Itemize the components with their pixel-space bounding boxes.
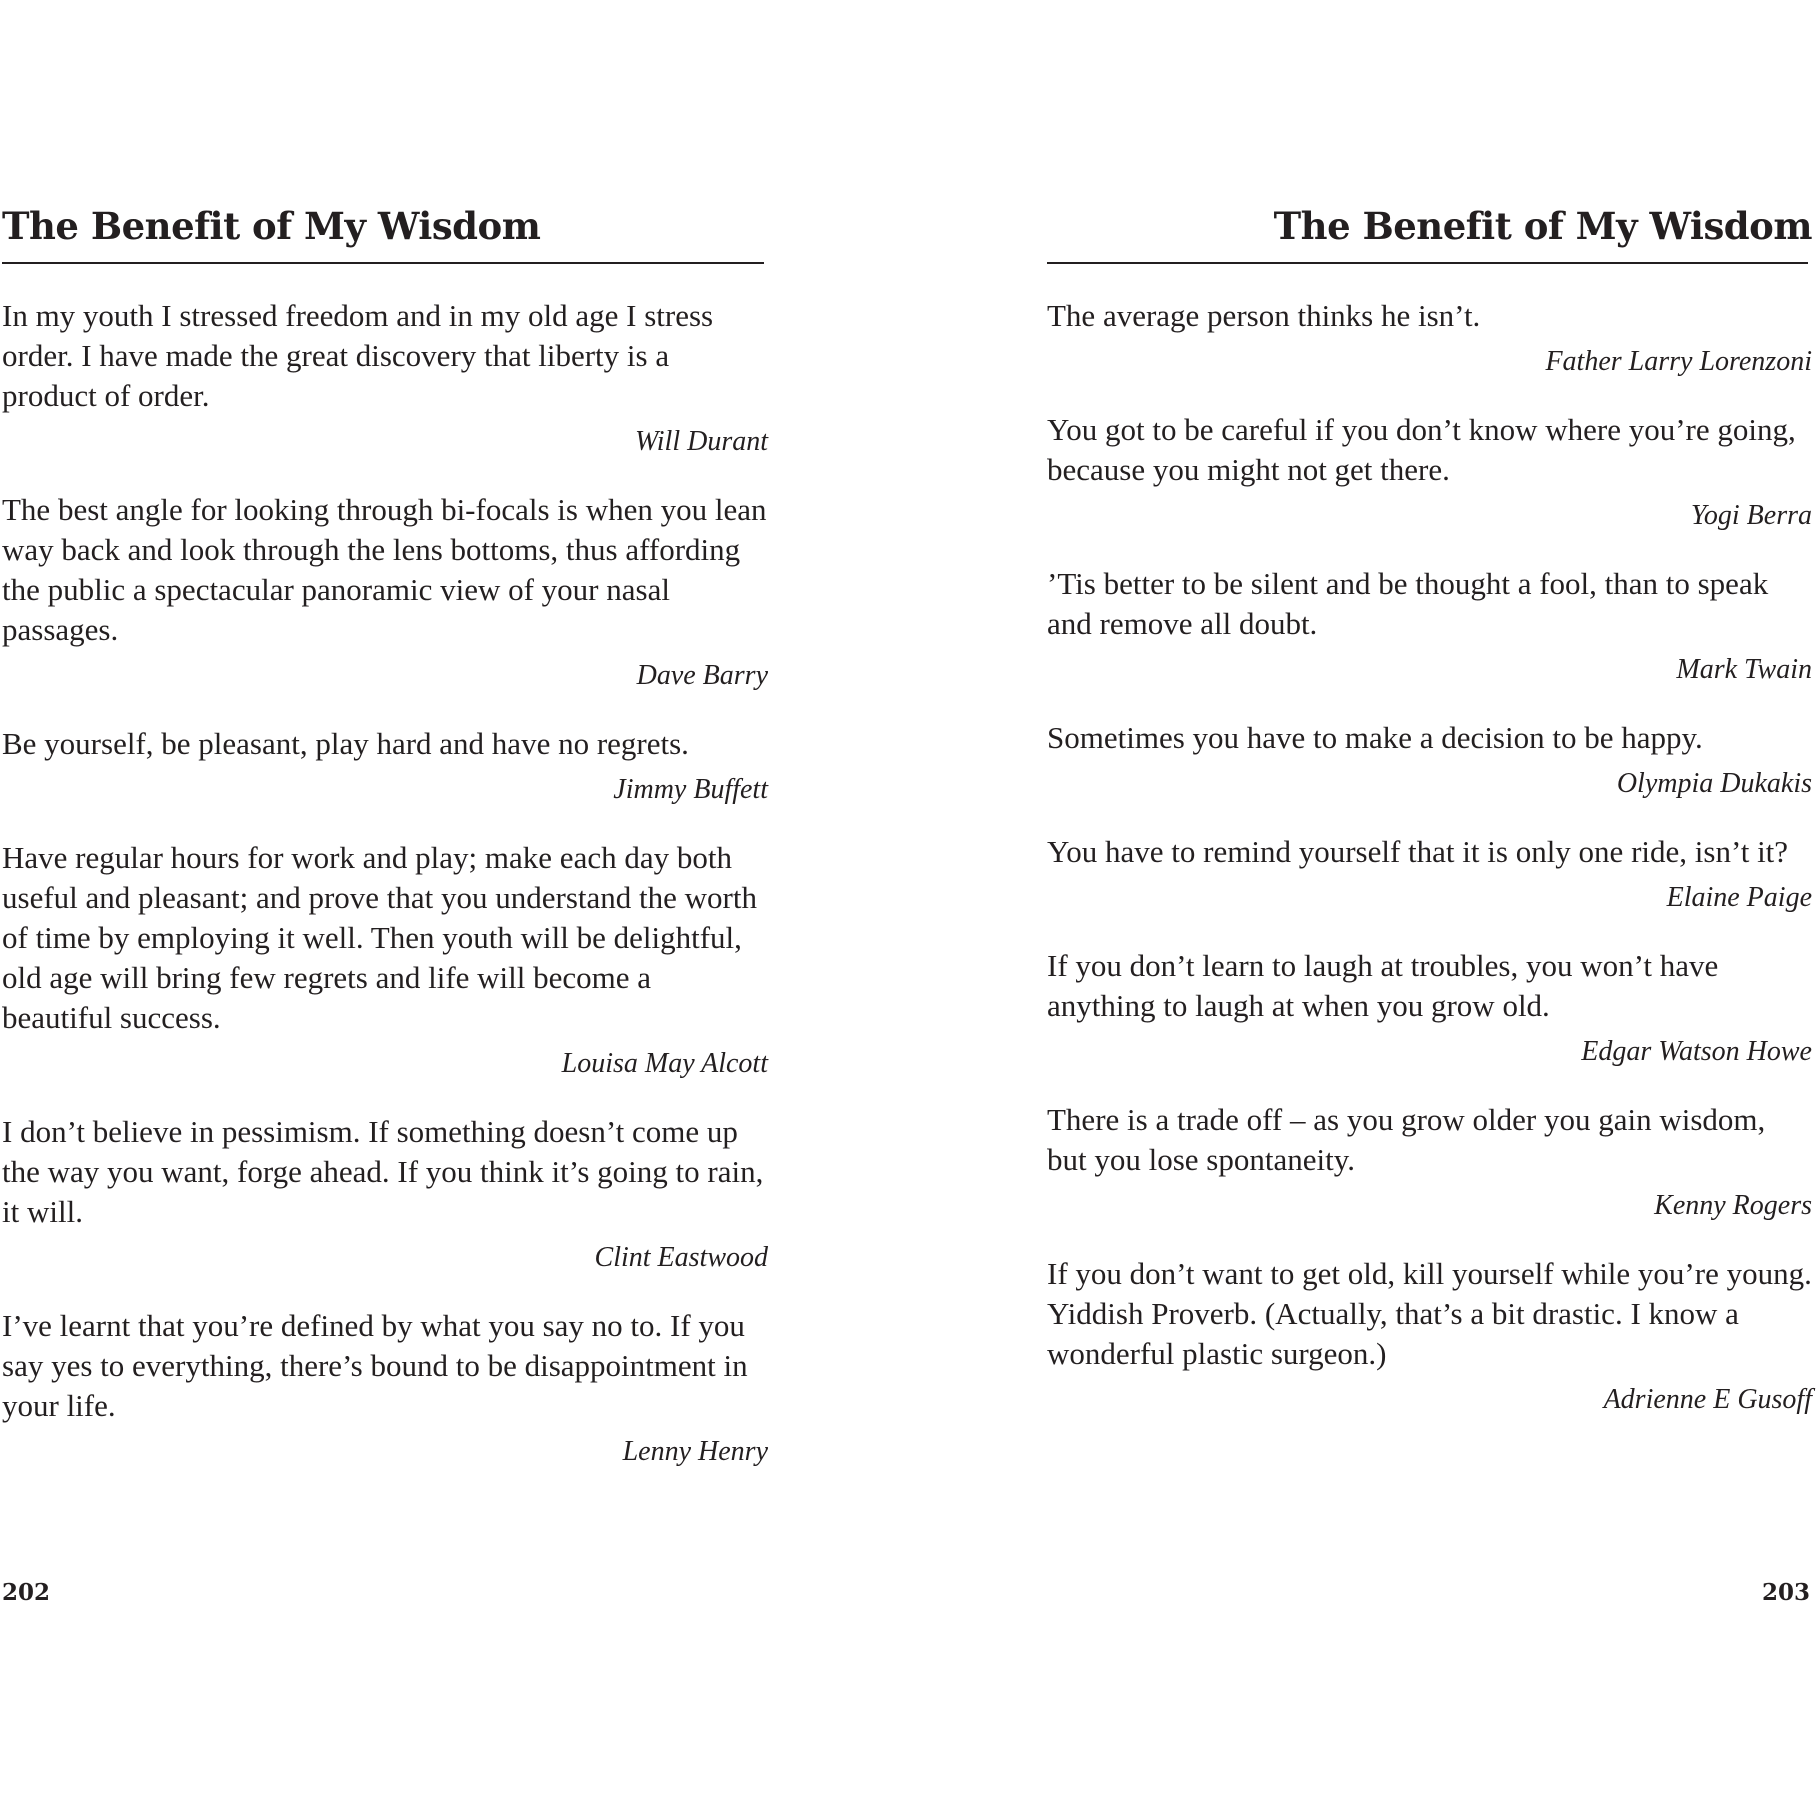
quote-author: Kenny Rogers [1654,1190,1812,1221]
right-page [1047,0,1812,1818]
page-number: 202 [2,1579,51,1606]
quote-author: Louisa May Alcott [561,1048,768,1079]
quote-entry [2,490,768,696]
quote-text: If you don’t learn to laugh at troubles, you won’t have anything to laugh at when you grow old. [1047,948,1719,1023]
quote-entry [2,724,768,810]
quote-list [1047,296,1812,1448]
header-rule [2,262,764,264]
quote-text: ’Tis better to be silent and be thought a fool, than to speak and remove all doubt. [1047,566,1769,641]
quote-entry [1047,410,1812,536]
quote-text: You have to remind yourself that it is only one ride, isn’t it? [1047,834,1789,869]
running-head: The Benefit of My Wisdom [2,204,541,248]
quote-author: Mark Twain [1676,654,1812,685]
quote-text: Sometimes you have to make a decision to be happy. [1047,720,1703,755]
quote-author: Will Durant [634,426,768,457]
quote-text: Be yourself, be pleasant, play hard and have no regrets. [2,726,689,761]
quote-entry [2,838,768,1084]
quote-author: Lenny Henry [622,1436,768,1467]
quote-entry [1047,718,1812,804]
quote-author: Dave Barry [636,660,768,691]
quote-entry [1047,564,1812,690]
quote-text: You got to be careful if you don’t know where you’re going, because you might not get there. [1047,412,1796,487]
quote-author: Yogi Berra [1690,500,1812,531]
quote-author: Jimmy Buffett [613,774,768,805]
quote-text: I’ve learnt that you’re defined by what you say no to. If you say yes to everything, there’s bound to be disappointment in your life. [2,1308,748,1423]
quote-entry [1047,946,1812,1072]
quote-text: Have regular hours for work and play; make each day both useful and pleasant; and prove that you understand the worth of time by employing it well. Then youth will be delightful, old age will bring few regrets and life will become a beautiful success. [2,840,757,1035]
quote-text: The average person thinks he isn’t. [1047,298,1481,333]
quote-text: I don’t believe in pessimism. If something doesn’t come up the way you want, forge ahead. If you think it’s going to rain, it will. [2,1114,764,1229]
quote-author: Clint Eastwood [594,1242,768,1273]
quote-author: Elaine Paige [1666,882,1812,913]
quote-author: Edgar Watson Howe [1581,1036,1812,1067]
quote-text: If you don’t want to get old, kill yourself while you’re young. Yiddish Proverb. (Actually, that’s a bit drastic. I know a wonderful plastic surgeon.) [1047,1256,1812,1371]
page-number: 203 [1761,1579,1810,1606]
running-head: The Benefit of My Wisdom [1273,204,1812,248]
quote-text: There is a trade off – as you grow older you gain wisdom, but you lose spontaneity. [1047,1102,1766,1177]
quote-entry [1047,296,1812,382]
quote-text: In my youth I stressed freedom and in my old age I stress order. I have made the great discovery that liberty is a product of order. [2,298,714,413]
header-rule [1047,262,1808,264]
left-page [2,0,768,1818]
quote-entry [1047,1100,1812,1226]
quote-author: Father Larry Lorenzoni [1545,346,1812,377]
quote-list [2,296,768,1500]
quote-author: Adrienne E Gusoff [1603,1384,1812,1415]
quote-entry [2,296,768,462]
quote-entry [2,1112,768,1278]
quote-entry [1047,1254,1812,1420]
quote-author: Olympia Dukakis [1616,768,1812,799]
quote-entry [2,1306,768,1472]
quote-text: The best angle for looking through bi-focals is when you lean way back and look through the lens bottoms, thus affording the public a spectacular panoramic view of your nasal passages. [2,492,767,647]
quote-entry [1047,832,1812,918]
